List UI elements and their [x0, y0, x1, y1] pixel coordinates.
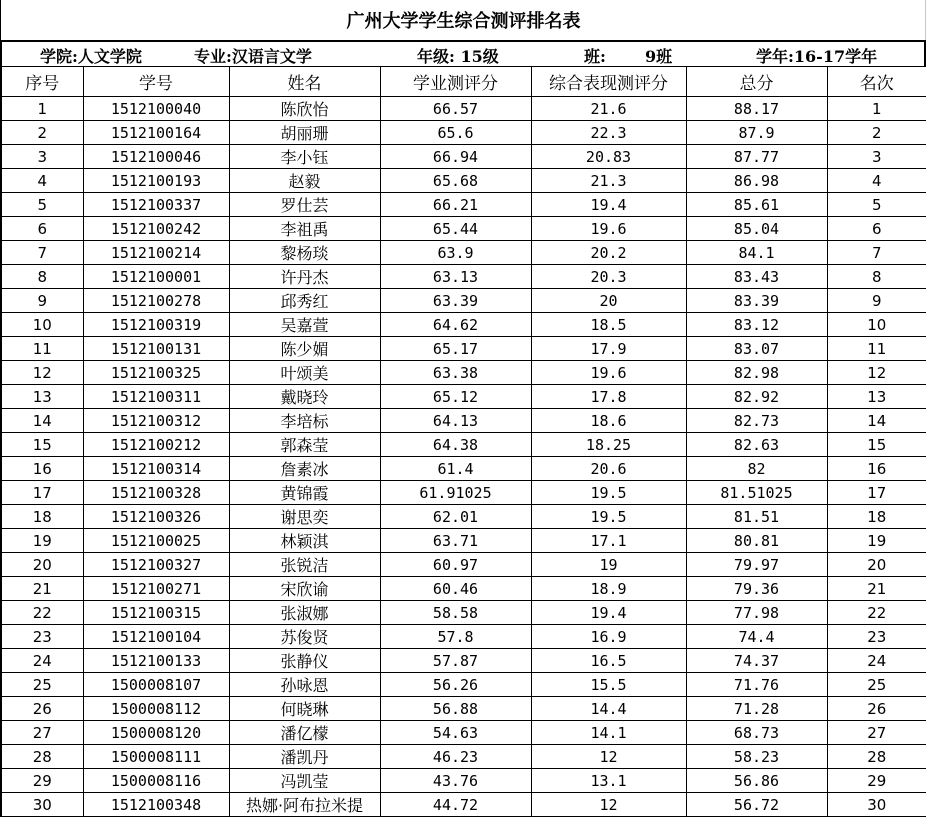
name-cell: 宋欣谕: [229, 577, 380, 601]
name-cell: 罗仕芸: [229, 193, 380, 217]
rank-cell: 7: [827, 241, 926, 265]
table-body: [1, 97, 926, 817]
total-cell: 58.23: [686, 745, 827, 769]
performance-score-cell: 18.6: [531, 409, 686, 433]
seq-cell: 1: [1, 97, 83, 121]
academic-score-cell: 61.91025: [380, 481, 531, 505]
name-cell: 何晓琳: [229, 697, 380, 721]
name-cell: 潘凯丹: [229, 745, 380, 769]
class-value: 9班: [645, 47, 673, 66]
performance-score-cell: 12: [531, 793, 686, 817]
performance-score-cell: 21.6: [531, 97, 686, 121]
seq-cell: 30: [1, 793, 83, 817]
student-id-cell: 1512100328: [83, 481, 229, 505]
performance-score-cell: 16.9: [531, 625, 686, 649]
academic-score-cell: 60.97: [380, 553, 531, 577]
header-total: 总分: [686, 67, 827, 97]
student-id-cell: 1512100046: [83, 145, 229, 169]
seq-cell: 9: [1, 289, 83, 313]
total-cell: 83.12: [686, 313, 827, 337]
header-seq: 序号: [1, 67, 83, 97]
performance-score-cell: 19.6: [531, 217, 686, 241]
name-cell: 詹素冰: [229, 457, 380, 481]
student-id-cell: 1512100312: [83, 409, 229, 433]
total-cell: 81.51: [686, 505, 827, 529]
performance-score-cell: 16.5: [531, 649, 686, 673]
name-cell: 张静仪: [229, 649, 380, 673]
header-performance-score: 综合表现测评分: [531, 67, 686, 97]
total-cell: 74.4: [686, 625, 827, 649]
rank-cell: 4: [827, 169, 926, 193]
name-cell: 黄锦霞: [229, 481, 380, 505]
student-id-cell: 1512100001: [83, 265, 229, 289]
rank-cell: 23: [827, 625, 926, 649]
seq-cell: 24: [1, 649, 83, 673]
seq-cell: 22: [1, 601, 83, 625]
academic-score-cell: 64.13: [380, 409, 531, 433]
academic-score-cell: 66.57: [380, 97, 531, 121]
info-row: [0, 40, 926, 66]
rank-cell: 12: [827, 361, 926, 385]
name-cell: 李小钰: [229, 145, 380, 169]
total-cell: 80.81: [686, 529, 827, 553]
seq-cell: 21: [1, 577, 83, 601]
name-cell: 胡丽珊: [229, 121, 380, 145]
performance-score-cell: 18.25: [531, 433, 686, 457]
major-label: 专业:汉语言文学: [194, 47, 312, 66]
rank-cell: 28: [827, 745, 926, 769]
academic-score-cell: 60.46: [380, 577, 531, 601]
performance-score-cell: 19.4: [531, 601, 686, 625]
table-row: [1, 97, 926, 121]
performance-score-cell: 13.1: [531, 769, 686, 793]
student-id-cell: 1500008111: [83, 745, 229, 769]
table-row: [1, 553, 926, 577]
seq-cell: 27: [1, 721, 83, 745]
rank-cell: 14: [827, 409, 926, 433]
rank-cell: 19: [827, 529, 926, 553]
name-cell: 热娜·阿布拉米提: [229, 793, 380, 817]
academic-score-cell: 63.39: [380, 289, 531, 313]
student-id-cell: 1512100212: [83, 433, 229, 457]
student-id-cell: 1512100314: [83, 457, 229, 481]
seq-cell: 4: [1, 169, 83, 193]
seq-cell: 18: [1, 505, 83, 529]
performance-score-cell: 20.2: [531, 241, 686, 265]
rank-cell: 6: [827, 217, 926, 241]
total-cell: 83.07: [686, 337, 827, 361]
name-cell: 黎杨琰: [229, 241, 380, 265]
sheet-title-row: [0, 0, 926, 40]
table-row: [1, 193, 926, 217]
name-cell: 郭森莹: [229, 433, 380, 457]
table-row: [1, 265, 926, 289]
name-cell: 戴晓玲: [229, 385, 380, 409]
name-cell: 李培标: [229, 409, 380, 433]
academic-score-cell: 65.44: [380, 217, 531, 241]
student-id-cell: 1500008107: [83, 673, 229, 697]
seq-cell: 17: [1, 481, 83, 505]
table-row: [1, 745, 926, 769]
seq-cell: 15: [1, 433, 83, 457]
total-cell: 74.37: [686, 649, 827, 673]
academic-score-cell: 43.76: [380, 769, 531, 793]
academic-score-cell: 63.71: [380, 529, 531, 553]
total-cell: 79.36: [686, 577, 827, 601]
academic-score-cell: 54.63: [380, 721, 531, 745]
sheet-title: 广州大学学生综合测评排名表: [346, 11, 581, 32]
academic-score-cell: 62.01: [380, 505, 531, 529]
student-id-cell: 1512100133: [83, 649, 229, 673]
total-cell: 71.28: [686, 697, 827, 721]
name-cell: 林颖淇: [229, 529, 380, 553]
table-row: [1, 361, 926, 385]
total-cell: 83.39: [686, 289, 827, 313]
seq-cell: 6: [1, 217, 83, 241]
performance-score-cell: 20.83: [531, 145, 686, 169]
rank-cell: 16: [827, 457, 926, 481]
name-cell: 冯凯莹: [229, 769, 380, 793]
name-cell: 李祖禹: [229, 217, 380, 241]
table-row: [1, 481, 926, 505]
total-cell: 82.98: [686, 361, 827, 385]
student-id-cell: 1512100271: [83, 577, 229, 601]
total-cell: 82.73: [686, 409, 827, 433]
student-id-cell: 1512100315: [83, 601, 229, 625]
class-label: 班:: [584, 47, 606, 66]
table-row: [1, 649, 926, 673]
year-label: 学年:16-17学年: [756, 47, 878, 66]
name-cell: 张淑娜: [229, 601, 380, 625]
performance-score-cell: 22.3: [531, 121, 686, 145]
performance-score-cell: 20.3: [531, 265, 686, 289]
academic-score-cell: 44.72: [380, 793, 531, 817]
name-cell: 邱秀红: [229, 289, 380, 313]
rank-cell: 29: [827, 769, 926, 793]
total-cell: 79.97: [686, 553, 827, 577]
seq-cell: 20: [1, 553, 83, 577]
academic-score-cell: 64.62: [380, 313, 531, 337]
performance-score-cell: 20.6: [531, 457, 686, 481]
rank-cell: 26: [827, 697, 926, 721]
table-row: [1, 625, 926, 649]
table-row: [1, 769, 926, 793]
seq-cell: 8: [1, 265, 83, 289]
academic-score-cell: 64.38: [380, 433, 531, 457]
table-row: [1, 145, 926, 169]
academic-score-cell: 66.94: [380, 145, 531, 169]
performance-score-cell: 19.5: [531, 505, 686, 529]
table-row: [1, 121, 926, 145]
college-label: 学院:人文学院: [40, 47, 142, 66]
seq-cell: 3: [1, 145, 83, 169]
academic-score-cell: 58.58: [380, 601, 531, 625]
academic-score-cell: 61.4: [380, 457, 531, 481]
name-cell: 赵毅: [229, 169, 380, 193]
rank-cell: 22: [827, 601, 926, 625]
total-cell: 88.17: [686, 97, 827, 121]
student-id-cell: 1512100325: [83, 361, 229, 385]
performance-score-cell: 19.4: [531, 193, 686, 217]
performance-score-cell: 20: [531, 289, 686, 313]
rank-cell: 15: [827, 433, 926, 457]
seq-cell: 19: [1, 529, 83, 553]
table-row: [1, 697, 926, 721]
seq-cell: 2: [1, 121, 83, 145]
table-row: [1, 505, 926, 529]
table-row: [1, 457, 926, 481]
student-id-cell: 1512100214: [83, 241, 229, 265]
rank-cell: 20: [827, 553, 926, 577]
student-id-cell: 1512100242: [83, 217, 229, 241]
seq-cell: 12: [1, 361, 83, 385]
student-id-cell: 1512100311: [83, 385, 229, 409]
table-row: [1, 601, 926, 625]
seq-cell: 13: [1, 385, 83, 409]
student-id-cell: 1512100337: [83, 193, 229, 217]
seq-cell: 5: [1, 193, 83, 217]
header-rank: 名次: [827, 67, 926, 97]
header-name: 姓名: [229, 67, 380, 97]
rank-cell: 17: [827, 481, 926, 505]
table-row: [1, 241, 926, 265]
table-row: [1, 529, 926, 553]
rank-cell: 11: [827, 337, 926, 361]
academic-score-cell: 46.23: [380, 745, 531, 769]
rank-cell: 2: [827, 121, 926, 145]
student-id-cell: 1512100025: [83, 529, 229, 553]
performance-score-cell: 17.9: [531, 337, 686, 361]
table-row: [1, 385, 926, 409]
student-id-cell: 1512100040: [83, 97, 229, 121]
academic-score-cell: 63.38: [380, 361, 531, 385]
table-row: [1, 313, 926, 337]
total-cell: 82.63: [686, 433, 827, 457]
rank-cell: 30: [827, 793, 926, 817]
name-cell: 谢思奕: [229, 505, 380, 529]
performance-score-cell: 12: [531, 745, 686, 769]
performance-score-cell: 17.8: [531, 385, 686, 409]
grade-label: 年级: 15级: [417, 47, 499, 66]
rank-cell: 13: [827, 385, 926, 409]
table-row: [1, 337, 926, 361]
total-cell: 71.76: [686, 673, 827, 697]
rank-cell: 5: [827, 193, 926, 217]
seq-cell: 23: [1, 625, 83, 649]
performance-score-cell: 17.1: [531, 529, 686, 553]
header-student-id: 学号: [83, 67, 229, 97]
name-cell: 叶颂美: [229, 361, 380, 385]
performance-score-cell: 19: [531, 553, 686, 577]
name-cell: 吴嘉萱: [229, 313, 380, 337]
name-cell: 张锐洁: [229, 553, 380, 577]
seq-cell: 11: [1, 337, 83, 361]
rank-cell: 25: [827, 673, 926, 697]
performance-score-cell: 18.5: [531, 313, 686, 337]
total-cell: 86.98: [686, 169, 827, 193]
table-row: [1, 577, 926, 601]
name-cell: 陈欣怡: [229, 97, 380, 121]
seq-cell: 28: [1, 745, 83, 769]
total-cell: 85.04: [686, 217, 827, 241]
name-cell: 潘亿檬: [229, 721, 380, 745]
academic-score-cell: 65.17: [380, 337, 531, 361]
total-cell: 85.61: [686, 193, 827, 217]
rank-cell: 10: [827, 313, 926, 337]
performance-score-cell: 19.6: [531, 361, 686, 385]
seq-cell: 7: [1, 241, 83, 265]
header-row: [1, 67, 926, 97]
total-cell: 83.43: [686, 265, 827, 289]
academic-score-cell: 63.9: [380, 241, 531, 265]
performance-score-cell: 14.1: [531, 721, 686, 745]
performance-score-cell: 15.5: [531, 673, 686, 697]
seq-cell: 29: [1, 769, 83, 793]
name-cell: 陈少媚: [229, 337, 380, 361]
seq-cell: 25: [1, 673, 83, 697]
name-cell: 许丹杰: [229, 265, 380, 289]
performance-score-cell: 14.4: [531, 697, 686, 721]
rank-cell: 21: [827, 577, 926, 601]
performance-score-cell: 21.3: [531, 169, 686, 193]
seq-cell: 26: [1, 697, 83, 721]
header-academic-score: 学业测评分: [380, 67, 531, 97]
table-row: [1, 673, 926, 697]
performance-score-cell: 19.5: [531, 481, 686, 505]
student-id-cell: 1512100131: [83, 337, 229, 361]
table-row: [1, 289, 926, 313]
total-cell: 82.92: [686, 385, 827, 409]
academic-score-cell: 66.21: [380, 193, 531, 217]
table-row: [1, 721, 926, 745]
rank-cell: 24: [827, 649, 926, 673]
rank-cell: 9: [827, 289, 926, 313]
rank-cell: 1: [827, 97, 926, 121]
performance-score-cell: 18.9: [531, 577, 686, 601]
ranking-table: [0, 66, 926, 817]
total-cell: 56.86: [686, 769, 827, 793]
student-id-cell: 1512100104: [83, 625, 229, 649]
student-id-cell: 1512100193: [83, 169, 229, 193]
student-id-cell: 1512100327: [83, 553, 229, 577]
academic-score-cell: 63.13: [380, 265, 531, 289]
total-cell: 84.1: [686, 241, 827, 265]
total-cell: 82: [686, 457, 827, 481]
table-row: [1, 217, 926, 241]
rank-cell: 8: [827, 265, 926, 289]
student-id-cell: 1500008120: [83, 721, 229, 745]
seq-cell: 10: [1, 313, 83, 337]
total-cell: 68.73: [686, 721, 827, 745]
rank-cell: 18: [827, 505, 926, 529]
seq-cell: 14: [1, 409, 83, 433]
student-id-cell: 1500008112: [83, 697, 229, 721]
total-cell: 81.51025: [686, 481, 827, 505]
academic-score-cell: 57.8: [380, 625, 531, 649]
total-cell: 87.77: [686, 145, 827, 169]
table-row: [1, 433, 926, 457]
seq-cell: 16: [1, 457, 83, 481]
student-id-cell: 1512100319: [83, 313, 229, 337]
name-cell: 孙咏恩: [229, 673, 380, 697]
academic-score-cell: 56.26: [380, 673, 531, 697]
student-id-cell: 1512100326: [83, 505, 229, 529]
academic-score-cell: 65.12: [380, 385, 531, 409]
academic-score-cell: 65.68: [380, 169, 531, 193]
table-row: [1, 409, 926, 433]
total-cell: 56.72: [686, 793, 827, 817]
name-cell: 苏俊贤: [229, 625, 380, 649]
rank-cell: 27: [827, 721, 926, 745]
total-cell: 87.9: [686, 121, 827, 145]
table-row: [1, 169, 926, 193]
total-cell: 77.98: [686, 601, 827, 625]
student-id-cell: 1512100348: [83, 793, 229, 817]
student-id-cell: 1500008116: [83, 769, 229, 793]
academic-score-cell: 57.87: [380, 649, 531, 673]
student-id-cell: 1512100164: [83, 121, 229, 145]
academic-score-cell: 56.88: [380, 697, 531, 721]
rank-cell: 3: [827, 145, 926, 169]
student-id-cell: 1512100278: [83, 289, 229, 313]
academic-score-cell: 65.6: [380, 121, 531, 145]
table-row: [1, 793, 926, 817]
